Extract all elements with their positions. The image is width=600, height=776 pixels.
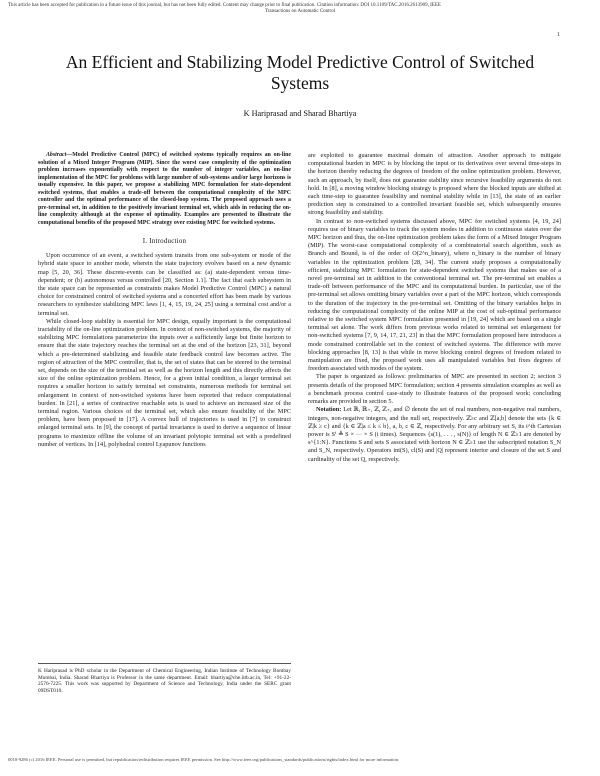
section-heading-introduction: I. Introduction: [142, 237, 187, 245]
left-column: [38, 152, 291, 449]
notation-text: Let ℝ, ℝ₊, ℤ, ℤ₊, and ∅ denote the set of real numbers, non-negative real numbers, integers, non-negative integers, and the null set, respectively. ℤ≥c and ℤ[a,b] denote the sets {k ∈ ℤ|k ≥ c} and {k ∈ ℤ|a ≤ k ≤ b}, a, b, c ∈ ℤ, respectively. For any arbitrary set S, its i^th Cartesian power is Sⁱ ≜ S × ··· × S (i times). Sequences {s(1), . . . , s(N)} of length N ∈ ℤ≥1 are denoted by s^{1:N}. Functions S and sets S associated with horizon N ∈ ℤ≥1 use the subscripted notation S_N and S_N, respectively. Operators int(S), cl(S) and |Q| represent interior and closure of the set S and cardinality of the set Q, respectively.: [308, 406, 561, 463]
notation-lead: Notation:: [316, 406, 342, 414]
notation-paragraph: [308, 406, 561, 463]
paper-title: An Efficient and Stabilizing Model Predictive Control of Switched Systems: [65, 52, 535, 93]
paper-authors: K Hariprasad and Sharad Bhartiya: [243, 109, 357, 118]
abstract: [38, 152, 291, 227]
author-footnote: K Hariprasad is PhD scholar in the Department of Chemical Engineering, Indian Institute of Technology Bombay Mumbai, India. Sharad Bhartiya is Professor in the same department. Email: bhartiya@che.iitb.ac.in, Tel: +91-22-2576-7225. This work was supported by Department of Science and Technology, India under the SERC grant 09DST010.: [38, 663, 291, 694]
journal-banner: [8, 3, 592, 16]
page-number: 1: [557, 32, 560, 38]
abstract-text: —Model Predictive Control (MPC) of switched systems typically requires an on-line solution of a Mixed Integer Program (MIP). Since the worst case complexity of the optimization problem increases exponentially with respect to the number of integer variables, an on-line implementation of the MPC for problems with large number of sub-systems and/or large horizons is usually expensive. In this paper, we propose a stabilizing MPC formulation for state-dependent switched systems, that enables a trade-off between the computational complexity of the MPC controller and the optimal performance of the closed-loop system. The proposed approach uses a pre-terminal set, in addition to the positively invariant terminal set, which aids in reducing the on-line complexity although at the expense of optimality. Examples are presented to illustrate the computational benefits of the proposed MPC strategy over existing MPC for switched systems.: [38, 152, 291, 226]
intro-paragraph-2: While closed-loop stability is essential for MPC design, equally important is the computational tractability of the on-line optimization problem. In context of non-switched systems, the majority of stabilizing MPC formulations parameterize the inputs over a sufficiently large but finite horizon to ensure that the state trajectory reaches the terminal set at the end of the horizon [23, 31], beyond which a pre-determined stabilizing and feasible state feedback control law becomes active. The region of attraction of the MPC controller, that is, the set of states that can be steered to the terminal set, depends on the size of the terminal set as well as the horizon length and this directly affects the size of the online optimization problem. Hence, for a given initial condition, a larger terminal set requires a smaller horizon to satisfy terminal set constraints, numerous methods for terminal set enlargement in context of non-switched systems have been reported that reduce computational burden. In [21], a series of contractive reachable sets is used to achieve an increased size of the terminal region. Various choices of the terminal set, which also ensure feasibility of the MPC problem, have been proposed in [17]. A convex hull of trajectories is used in [7] to construct enlarged terminal sets. In [9], the concept of partial invariance is used to derive a sequence of linear programs to maximize offline the volume of an invariant polytopic terminal set with a predefined number of vertices. In [14], polyhedral control Lyapunov functions: [38, 317, 291, 448]
banner-line-1: This article has been accepted for publication in a future issue of this journal, but has not been fully edited. Content may change prior to final publication. Citation information: DOI 10.1109/TAC.2016.2613909, IEEE: [8, 3, 441, 8]
banner-line-2: Transactions on Automatic Control: [264, 9, 336, 15]
abstract-lead: Abstract: [46, 152, 67, 158]
intro-paragraph-1: Upon occurrence of an event, a switched system transits from one sub-system or mode of the hybrid state space to another mode, wherein the state trajectory evolves based on a new dynamic map [5, 20, 36]. These discrete-events can be classified as: (a) state-dependent versus time-dependent; or (b) autonomous versus controlled [20, Section 1.1]. The fact that each subsystem in the state space can be represented as constraints makes Model Predictive Control (MPC) a natural choice for constrained control of switched systems and a concerted effort has been made by various researchers to synthesize stabilizing MPC laws [1, 4, 15, 19, 24, 25] using a terminal cost and/or a terminal set.: [38, 252, 291, 317]
copyright-footer: 0018-9286 (c) 2016 IEEE. Personal use is permitted, but republication/redistribution requires IEEE permission. See http://www.ieee.org/publications_standards/publications/rights/index.html for more information.: [8, 757, 400, 762]
intro-paragraph-4: In contrast to non-switched systems discussed above, MPC for switched systems [4, 19, 24] requires use of binary variables to track the system modes in addition to continuous states over the MPC horizon and thus, the on-line optimization problem takes the form of a Mixed Integer Program (MIP). The worst-case computational complexity of a combinatorial search algorithm, such as Branch and Bound, is of the order of O(2^n_binary), where n_binary is the number of binary variables in the optimization problem [28, 34]. The current study proposes a computationally efficient, stabilizing MPC formulation for state-dependent switched systems that makes use of a novel pre-terminal set in addition to the conventional terminal set. The pre-terminal set enables a trade-off between performance of the MPC and its computational burden. In particular, use of the pre-terminal set allows omitting binary variables over a part of the MPC horizon, which corresponds to the duration of the trajectory in the pre-terminal set. Omitting of the binary variables helps in reducing the computational complexity of the online MIP at the cost of sub-optimal performance relative to the switched system MPC formulation presented in [19, 24] which are based on a single terminal set alone. The work differs from previous works related to terminal set enlargement for non-switched systems [7, 9, 14, 17, 21, 23] in that the MPC formulation proposed here introduces a mode constrained controllable set in the context of switched systems. The difference with move blocking approaches [8, 13] is that while in move blocking control degrees of freedom related to manipulation are fixed, the proposed work uses all manipulated variables but fixes degrees of freedom associated with modes of the system.: [308, 217, 561, 373]
right-column: [308, 152, 561, 464]
intro-paragraph-3: are exploited to guarantee maximal domain of attraction. Another approach to mitigate computational burden in MPC is by blocking the input or its derivatives over several time-steps in the horizon thereby reducing the degrees of freedom of the online optimization problem. However, such an approach, by itself, does not guarantee stability since recursive feasibility arguments do not hold. In [8], a moving window blocking strategy is proposed where the blocked inputs are shifted at each time-step to guarantee feasibility and nominal stability while in [13], the state of an earlier prediction step is constrained to a controlled invariant feasible set, which subsequently ensures strong feasibility and stability.: [308, 152, 561, 217]
intro-paragraph-5: The paper is organized as follows: preliminaries of MPC are presented in section 2; section 3 presents details of the proposed MPC formulation; section 4 presents simulation examples as well as a benchmark process control case-study to illustrate features of the proposed work; concluding remarks are provided in section 5.: [308, 373, 561, 406]
